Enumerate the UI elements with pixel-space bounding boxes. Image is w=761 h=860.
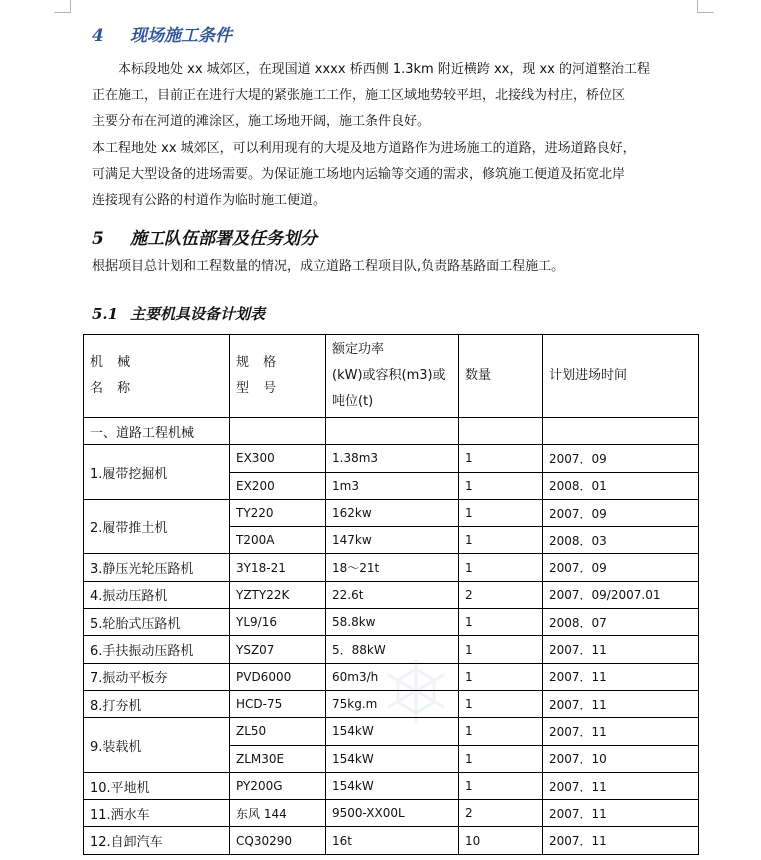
text-line: 主要分布在河道的滩涂区，施工场地开阔，施工条件良好。	[92, 114, 431, 129]
text-line: 可满足大型设备的进场需要。为保证施工场地内运输等交通的需求，修筑施工便道及拓宽北岸	[92, 167, 626, 182]
table-row	[84, 636, 699, 663]
spec-model-cell: ZLM30E	[230, 745, 326, 772]
header-spec-model	[230, 335, 326, 418]
entry-time-cell: 2007．09	[543, 499, 699, 526]
quantity-cell: 1	[459, 554, 543, 581]
rated-power-cell: 154kW	[326, 718, 459, 745]
quantity-cell: 1	[459, 690, 543, 717]
spec-model-cell: CQ30290	[230, 827, 326, 854]
quantity-cell: 1	[459, 609, 543, 636]
machine-name-cell: 9.装载机	[84, 718, 230, 773]
section-4-title: 现场施工条件	[130, 26, 232, 46]
entry-time-cell: 2007．10	[543, 745, 699, 772]
machine-name-cell: 5.轮胎式压路机	[84, 609, 230, 636]
header-name-line2: 名 称	[90, 381, 136, 396]
spec-model-cell: YL9/16	[230, 609, 326, 636]
rated-power-cell: 60m3/h	[326, 663, 459, 690]
rated-power-cell: 22.6t	[326, 581, 459, 608]
entry-time-cell: 2007．09/2007.01	[543, 581, 699, 608]
quantity-cell: 1	[459, 445, 543, 472]
table-row	[84, 772, 699, 799]
quantity-cell: 1	[459, 527, 543, 554]
table-row	[84, 581, 699, 608]
rated-power-cell: 154kW	[326, 745, 459, 772]
quantity-cell: 1	[459, 663, 543, 690]
table-row	[84, 718, 699, 745]
spec-model-cell: EX200	[230, 472, 326, 499]
category-cell: 一、道路工程机械	[84, 418, 230, 445]
header-power-line1: 额定功率	[332, 342, 385, 357]
spec-model-cell: PVD6000	[230, 663, 326, 690]
section-5-number: 5	[92, 229, 104, 249]
entry-time-cell: 2007．11	[543, 718, 699, 745]
entry-time-cell: 2008．03	[543, 527, 699, 554]
rated-power-cell: 1m3	[326, 472, 459, 499]
spec-model-cell: YZTY22K	[230, 581, 326, 608]
header-spec-line1: 规 格	[236, 355, 282, 370]
machine-name-cell: 4.振动压路机	[84, 581, 230, 608]
spec-model-cell: TY220	[230, 499, 326, 526]
text-line: 本标段地处 xx 城郊区，在现国道 xxxx 桥西侧 1.3km 附近横跨 xx，现 xx 的河道整治工程	[118, 62, 650, 77]
header-quantity: 数量	[459, 335, 543, 418]
table-row	[84, 609, 699, 636]
spec-model-cell: T200A	[230, 527, 326, 554]
table-row	[84, 499, 699, 526]
table-row	[84, 663, 699, 690]
machine-name-cell: 11.洒水车	[84, 800, 230, 827]
empty-cell	[459, 418, 543, 445]
section-5-1-number: 5.1	[92, 305, 119, 323]
entry-time-cell: 2008．07	[543, 609, 699, 636]
rated-power-cell: 16t	[326, 827, 459, 854]
page-corner-mark-right	[697, 0, 714, 13]
spec-model-cell: PY200G	[230, 772, 326, 799]
rated-power-cell: 162kw	[326, 499, 459, 526]
entry-time-cell: 2007．11	[543, 663, 699, 690]
entry-time-cell: 2008．01	[543, 472, 699, 499]
machine-name-cell: 10.平地机	[84, 772, 230, 799]
machine-name-cell: 12.自卸汽车	[84, 827, 230, 854]
header-rated-power	[326, 335, 459, 418]
entry-time-cell: 2007．11	[543, 772, 699, 799]
entry-time-cell: 2007．11	[543, 827, 699, 854]
quantity-cell: 2	[459, 581, 543, 608]
entry-time-cell: 2007．11	[543, 690, 699, 717]
empty-cell	[326, 418, 459, 445]
section-5-heading	[92, 224, 317, 249]
section-4-paragraph-2	[92, 136, 695, 214]
rated-power-cell: 147kw	[326, 527, 459, 554]
spec-model-cell: 3Y18-21	[230, 554, 326, 581]
quantity-cell: 1	[459, 472, 543, 499]
entry-time-cell: 2007．09	[543, 554, 699, 581]
section-5-paragraph	[92, 254, 695, 280]
section-4-number: 4	[92, 26, 104, 46]
empty-cell	[230, 418, 326, 445]
quantity-cell: 1	[459, 636, 543, 663]
header-power-line3: 吨位(t)	[332, 394, 374, 409]
table-row	[84, 800, 699, 827]
table-category-row	[84, 418, 699, 445]
section-5-1-heading	[92, 303, 265, 324]
header-entry-time: 计划进场时间	[543, 335, 699, 418]
machine-name-cell: 2.履带推土机	[84, 499, 230, 554]
table-row	[84, 690, 699, 717]
text-line: 本工程地处 xx 城郊区，可以利用现有的大堤及地方道路作为进场施工的道路，进场道路良好，	[92, 141, 636, 156]
header-spec-line2: 型 号	[236, 381, 282, 396]
quantity-cell: 1	[459, 745, 543, 772]
page-corner-mark-left	[54, 0, 71, 13]
spec-model-cell: ZL50	[230, 718, 326, 745]
machine-name-cell: 3.静压光轮压路机	[84, 554, 230, 581]
machine-name-cell: 8.打夯机	[84, 690, 230, 717]
section-5-title: 施工队伍部署及任务划分	[130, 229, 317, 249]
section-5-1-title: 主要机具设备计划表	[130, 305, 266, 323]
section-4-heading	[92, 21, 232, 46]
table-header-row	[84, 335, 699, 418]
rated-power-cell: 154kW	[326, 772, 459, 799]
quantity-cell: 10	[459, 827, 543, 854]
spec-model-cell: HCD-75	[230, 690, 326, 717]
table-row	[84, 554, 699, 581]
rated-power-cell: 75kg.m	[326, 690, 459, 717]
text-line: 根据项目总计划和工程数量的情况，成立道路工程项目队,负责路基路面工程施工。	[92, 259, 565, 274]
rated-power-cell: 5．88kW	[326, 636, 459, 663]
machine-name-cell: 1.履带挖掘机	[84, 445, 230, 500]
text-line: 连接现有公路的村道作为临时施工便道。	[92, 193, 327, 208]
header-power-line2: (kW)或容积(m3)或	[332, 368, 446, 383]
spec-model-cell: EX300	[230, 445, 326, 472]
quantity-cell: 2	[459, 800, 543, 827]
section-4-paragraph-1	[92, 57, 695, 135]
rated-power-cell: 1.38m3	[326, 445, 459, 472]
rated-power-cell: 18～21t	[326, 554, 459, 581]
empty-cell	[543, 418, 699, 445]
quantity-cell: 1	[459, 772, 543, 799]
equipment-plan-table	[83, 334, 699, 855]
header-machine-name	[84, 335, 230, 418]
quantity-cell: 1	[459, 499, 543, 526]
entry-time-cell: 2007．11	[543, 800, 699, 827]
spec-model-cell: YSZ07	[230, 636, 326, 663]
machine-name-cell: 7.振动平板夯	[84, 663, 230, 690]
header-name-line1: 机 械	[90, 355, 136, 370]
machine-name-cell: 6.手扶振动压路机	[84, 636, 230, 663]
quantity-cell: 1	[459, 718, 543, 745]
table-row	[84, 445, 699, 472]
spec-model-cell: 东风 144	[230, 800, 326, 827]
entry-time-cell: 2007．11	[543, 636, 699, 663]
text-line: 正在施工，目前正在进行大堤的紧张施工工作，施工区域地势较平坦，北接线为村庄，桥位区	[92, 88, 626, 103]
entry-time-cell: 2007．09	[543, 445, 699, 472]
rated-power-cell: 58.8kw	[326, 609, 459, 636]
table-row	[84, 827, 699, 854]
rated-power-cell: 9500-XX00L	[326, 800, 459, 827]
